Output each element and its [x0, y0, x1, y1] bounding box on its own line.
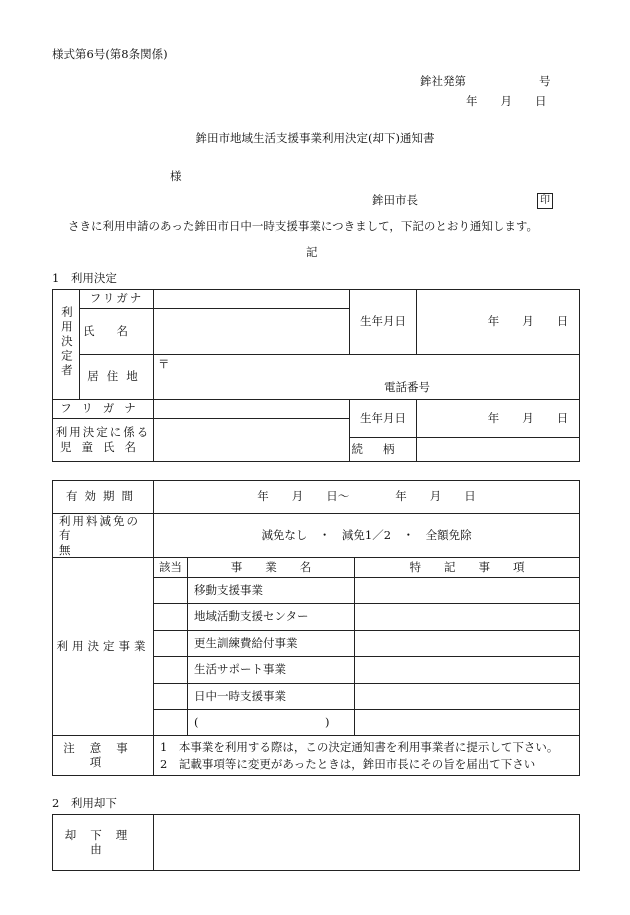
doc-number-suffix: 号	[539, 74, 551, 88]
remarks-field[interactable]	[355, 578, 580, 604]
child-name-label-line2: 児童氏名	[60, 440, 146, 454]
note-1: 1 本事業を利用する際は，この決定通知書を利用事業者に提示して下さい。	[160, 740, 559, 755]
decision-table	[52, 480, 580, 776]
applicable-check[interactable]	[154, 710, 188, 736]
furigana-label: フリガナ	[80, 290, 154, 309]
service-name: 生活サポート事業	[188, 657, 355, 684]
child-name-field[interactable]	[154, 419, 350, 462]
service-name: 地域活動支援センター	[188, 604, 355, 631]
birth-date-value[interactable]: 年 月 日	[417, 290, 580, 355]
intro-text: さきに利用申請のあった鉾田市日中一時支援事業につきまして，下記のとおり通知します。	[68, 219, 538, 233]
validity-value[interactable]: 年 月 日〜 年 月 日	[154, 481, 580, 514]
address-field[interactable]	[154, 355, 580, 400]
applicable-check[interactable]	[154, 631, 188, 657]
child-name-label-line1: 利用決定に係る	[55, 425, 151, 440]
child-furigana-field[interactable]	[154, 400, 350, 419]
rejection-label: 却下理由	[53, 815, 154, 871]
applicable-check[interactable]	[154, 657, 188, 684]
applicable-check[interactable]	[154, 578, 188, 604]
fee-label	[53, 514, 154, 558]
col-service-name: 事 業 名	[188, 558, 355, 578]
remarks-field[interactable]	[355, 710, 580, 736]
page-title: 鉾田市地域生活支援事業利用決定(却下)通知書	[195, 131, 435, 145]
remarks-field[interactable]	[355, 684, 580, 710]
birth-date-label: 生年月日	[350, 290, 417, 355]
applicable-check[interactable]	[154, 684, 188, 710]
section1-heading: 1 利用決定	[52, 271, 117, 285]
address-label: 居住地	[80, 355, 154, 400]
fee-label-line2: 有無	[59, 528, 126, 557]
service-name: 移動支援事業	[188, 578, 355, 604]
col-remarks: 特 記 事 項	[355, 558, 580, 578]
ki-heading: 記	[306, 245, 318, 259]
note-2: 2 記載事項等に変更があったときは，鉾田市長にその旨を届出て下さい	[160, 756, 536, 771]
applicant-vertical-cell	[53, 290, 80, 400]
service-name: 日中一時支援事業	[188, 684, 355, 710]
notes-content	[154, 736, 580, 776]
name-label: 氏名	[80, 309, 154, 355]
remarks-field[interactable]	[355, 657, 580, 684]
remarks-field[interactable]	[355, 631, 580, 657]
notes-label: 注意事項	[53, 736, 154, 776]
service-label: 利用決定事業	[53, 558, 154, 736]
applicant-table	[52, 289, 580, 462]
relation-label: 続柄	[350, 438, 417, 462]
relation-field[interactable]	[417, 438, 580, 462]
child-birth-date-value[interactable]: 年 月 日	[417, 400, 580, 438]
fee-label-line1: 利用料減免の	[59, 514, 140, 528]
furigana-field[interactable]	[154, 290, 350, 309]
addressee-suffix: 様	[170, 169, 182, 183]
seal-stamp: 印	[537, 193, 553, 209]
service-name: 更生訓練費給付事業	[188, 631, 355, 657]
applicable-check[interactable]	[154, 604, 188, 631]
remarks-field[interactable]	[355, 604, 580, 631]
col-applicable: 該当	[154, 558, 188, 578]
rejection-table	[52, 814, 580, 871]
child-birth-date-label: 生年月日	[350, 400, 417, 438]
phone-label: 電話番号	[384, 380, 430, 394]
name-field[interactable]	[154, 309, 350, 355]
section2-heading: 2 利用却下	[52, 796, 117, 810]
rejection-reason-field[interactable]	[154, 815, 580, 871]
postal-mark: 〒	[158, 357, 170, 371]
issuer: 鉾田市長	[372, 193, 418, 207]
doc-number-label: 鉾社発第	[420, 74, 466, 88]
child-furigana-label: フリガナ	[53, 400, 154, 419]
date-line: 年 月 日	[466, 94, 547, 108]
fee-value[interactable]: 減免なし ・ 減免1／2 ・ 全額免除	[154, 514, 580, 558]
applicant-vertical-label: 利用決定者	[59, 306, 74, 379]
validity-label: 有効期間	[53, 481, 154, 514]
child-name-label	[53, 419, 154, 462]
service-name-other[interactable]: ( )	[188, 710, 355, 736]
form-number: 様式第6号(第8条関係)	[52, 47, 168, 61]
